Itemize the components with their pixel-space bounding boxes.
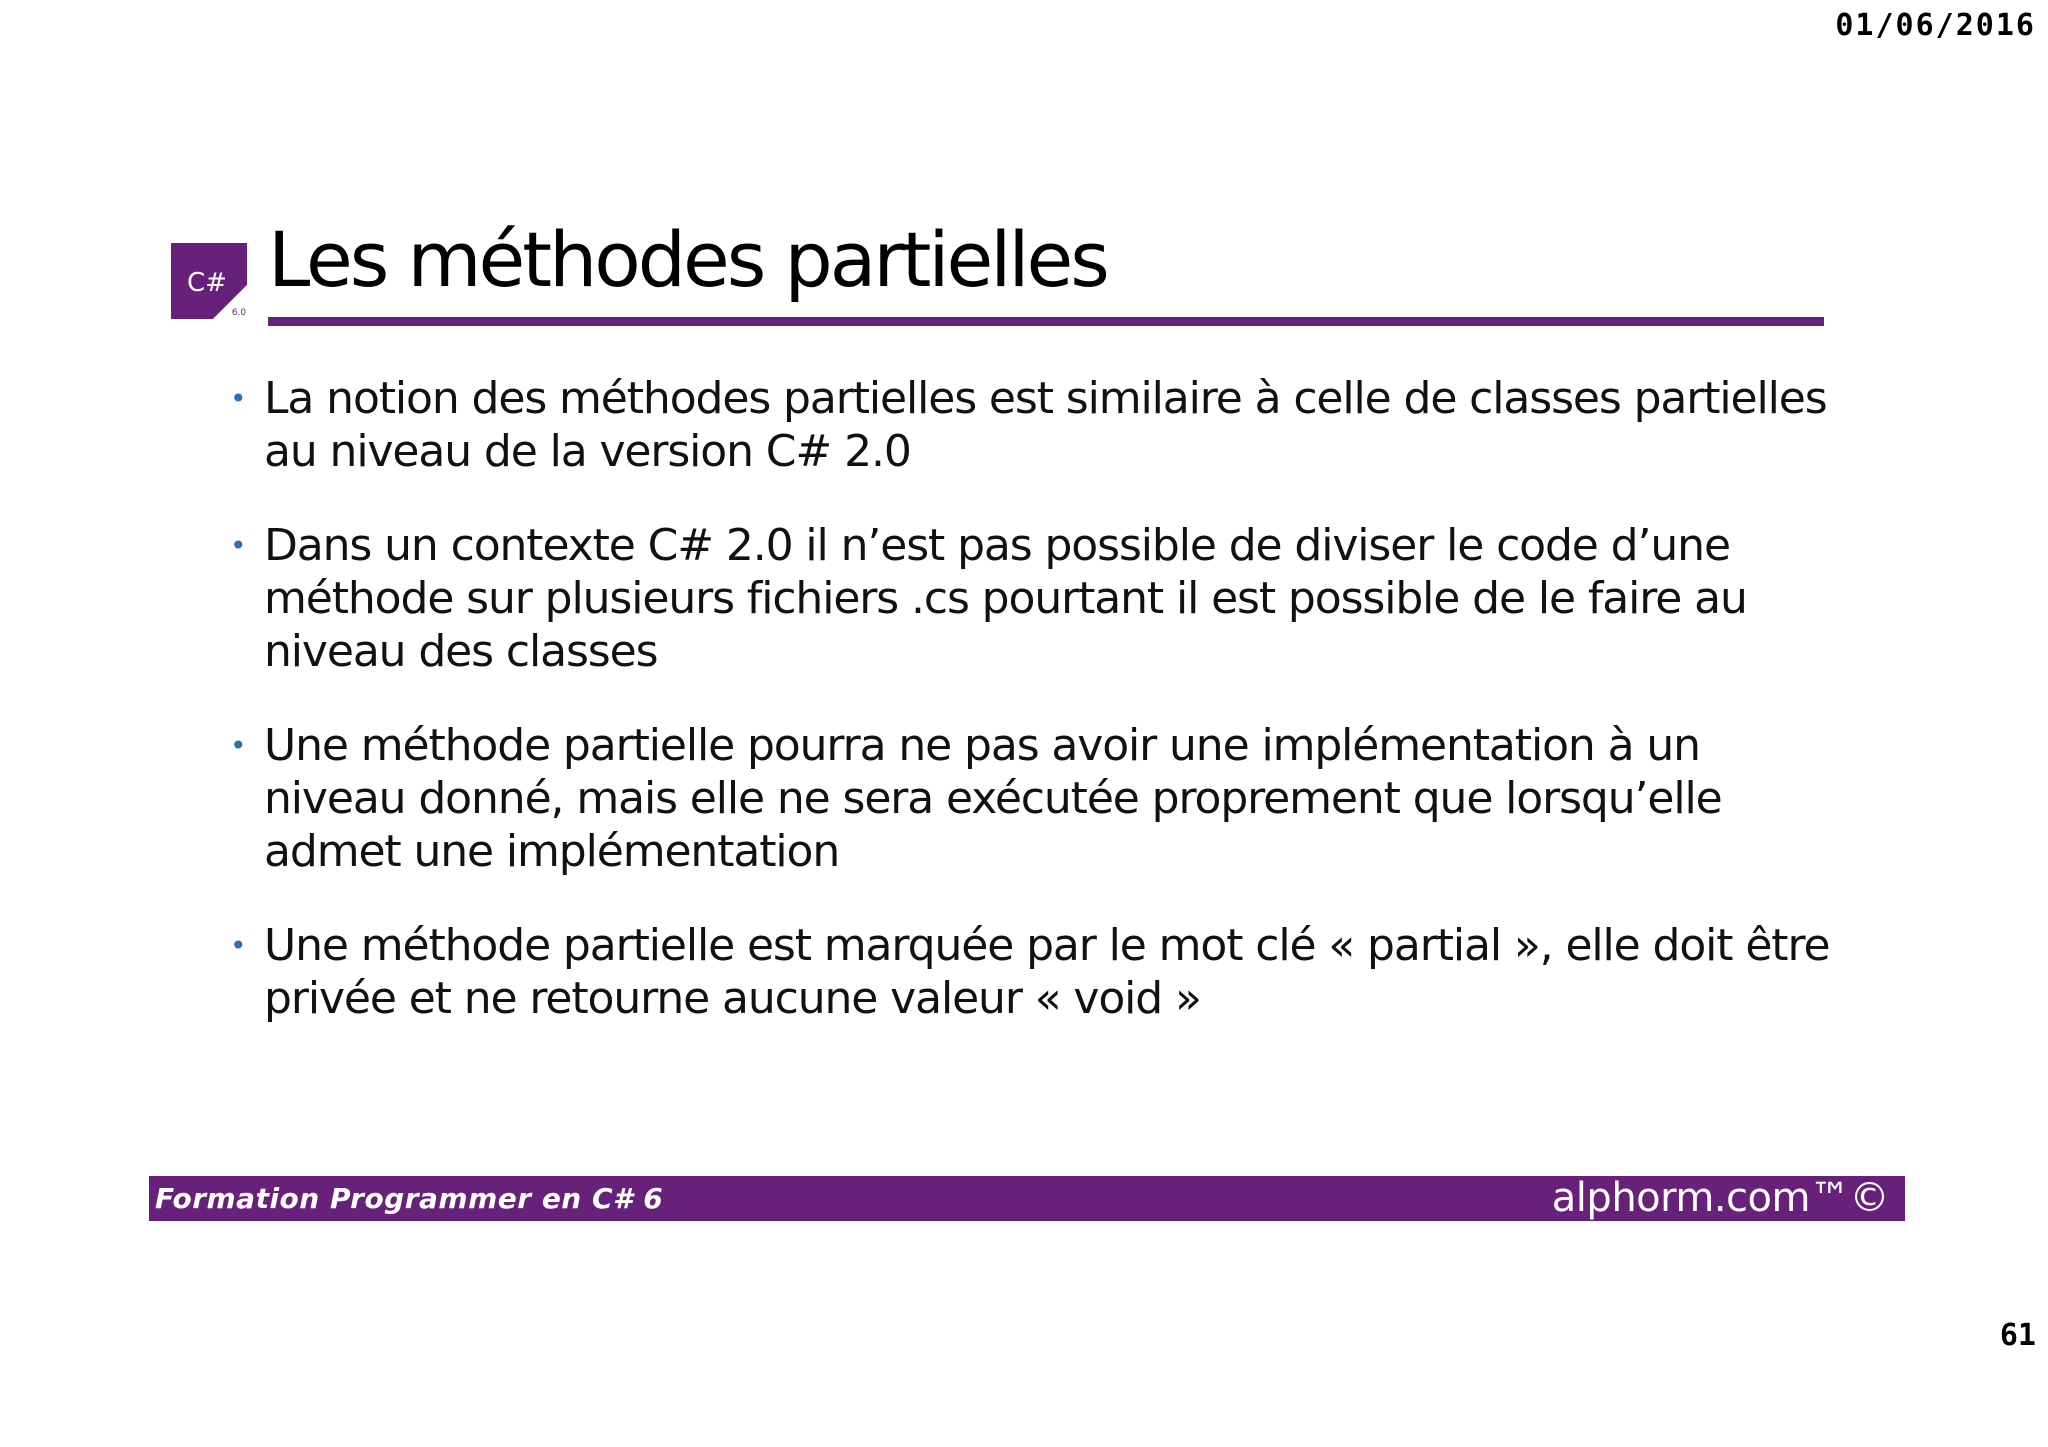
bullet-item: [230, 719, 1850, 878]
csharp-logo-version: 6.0: [231, 308, 247, 318]
bullet-item: [230, 919, 1850, 1025]
footer-brand: alphorm.com™©: [1551, 1175, 1889, 1221]
title-underline: [268, 317, 1824, 326]
footer-course-title: Formation Programmer en C# 6: [155, 1182, 664, 1215]
bullet-text: La notion des méthodes partielles est similaire à celle de classes partielles au niveau de la version C# 2.0: [264, 373, 1827, 477]
slide: [150, 200, 1910, 1220]
bullet-text: Dans un contexte C# 2.0 il n’est pas possible de diviser le code d’une méthode sur plusieurs fichiers .cs pourtant il est possible de le faire au niveau des classes: [264, 520, 1747, 677]
bullet-dot-icon: •: [230, 529, 246, 562]
csharp-logo-label: C#: [187, 268, 227, 298]
footer-band: [149, 1176, 1905, 1221]
csharp-logo-icon: [171, 243, 247, 319]
bullet-item: [230, 519, 1850, 678]
bullet-dot-icon: •: [230, 382, 246, 415]
page-number: 61: [1999, 1318, 2036, 1353]
bullet-list: [230, 372, 1850, 1066]
bullet-text: Une méthode partielle est marquée par le mot clé « partial », elle doit être privée et ne retourne aucune valeur « void »: [264, 920, 1830, 1024]
bullet-dot-icon: •: [230, 929, 246, 962]
bullet-item: [230, 372, 1850, 478]
page-date: 01/06/2016: [1835, 8, 2036, 43]
bullet-dot-icon: •: [230, 729, 246, 762]
bullet-text: Une méthode partielle pourra ne pas avoir une implémentation à un niveau donné, mais elle ne sera exécutée proprement que lorsqu’elle admet une implémentation: [264, 720, 1722, 877]
slide-title: Les méthodes partielles: [268, 215, 1107, 304]
